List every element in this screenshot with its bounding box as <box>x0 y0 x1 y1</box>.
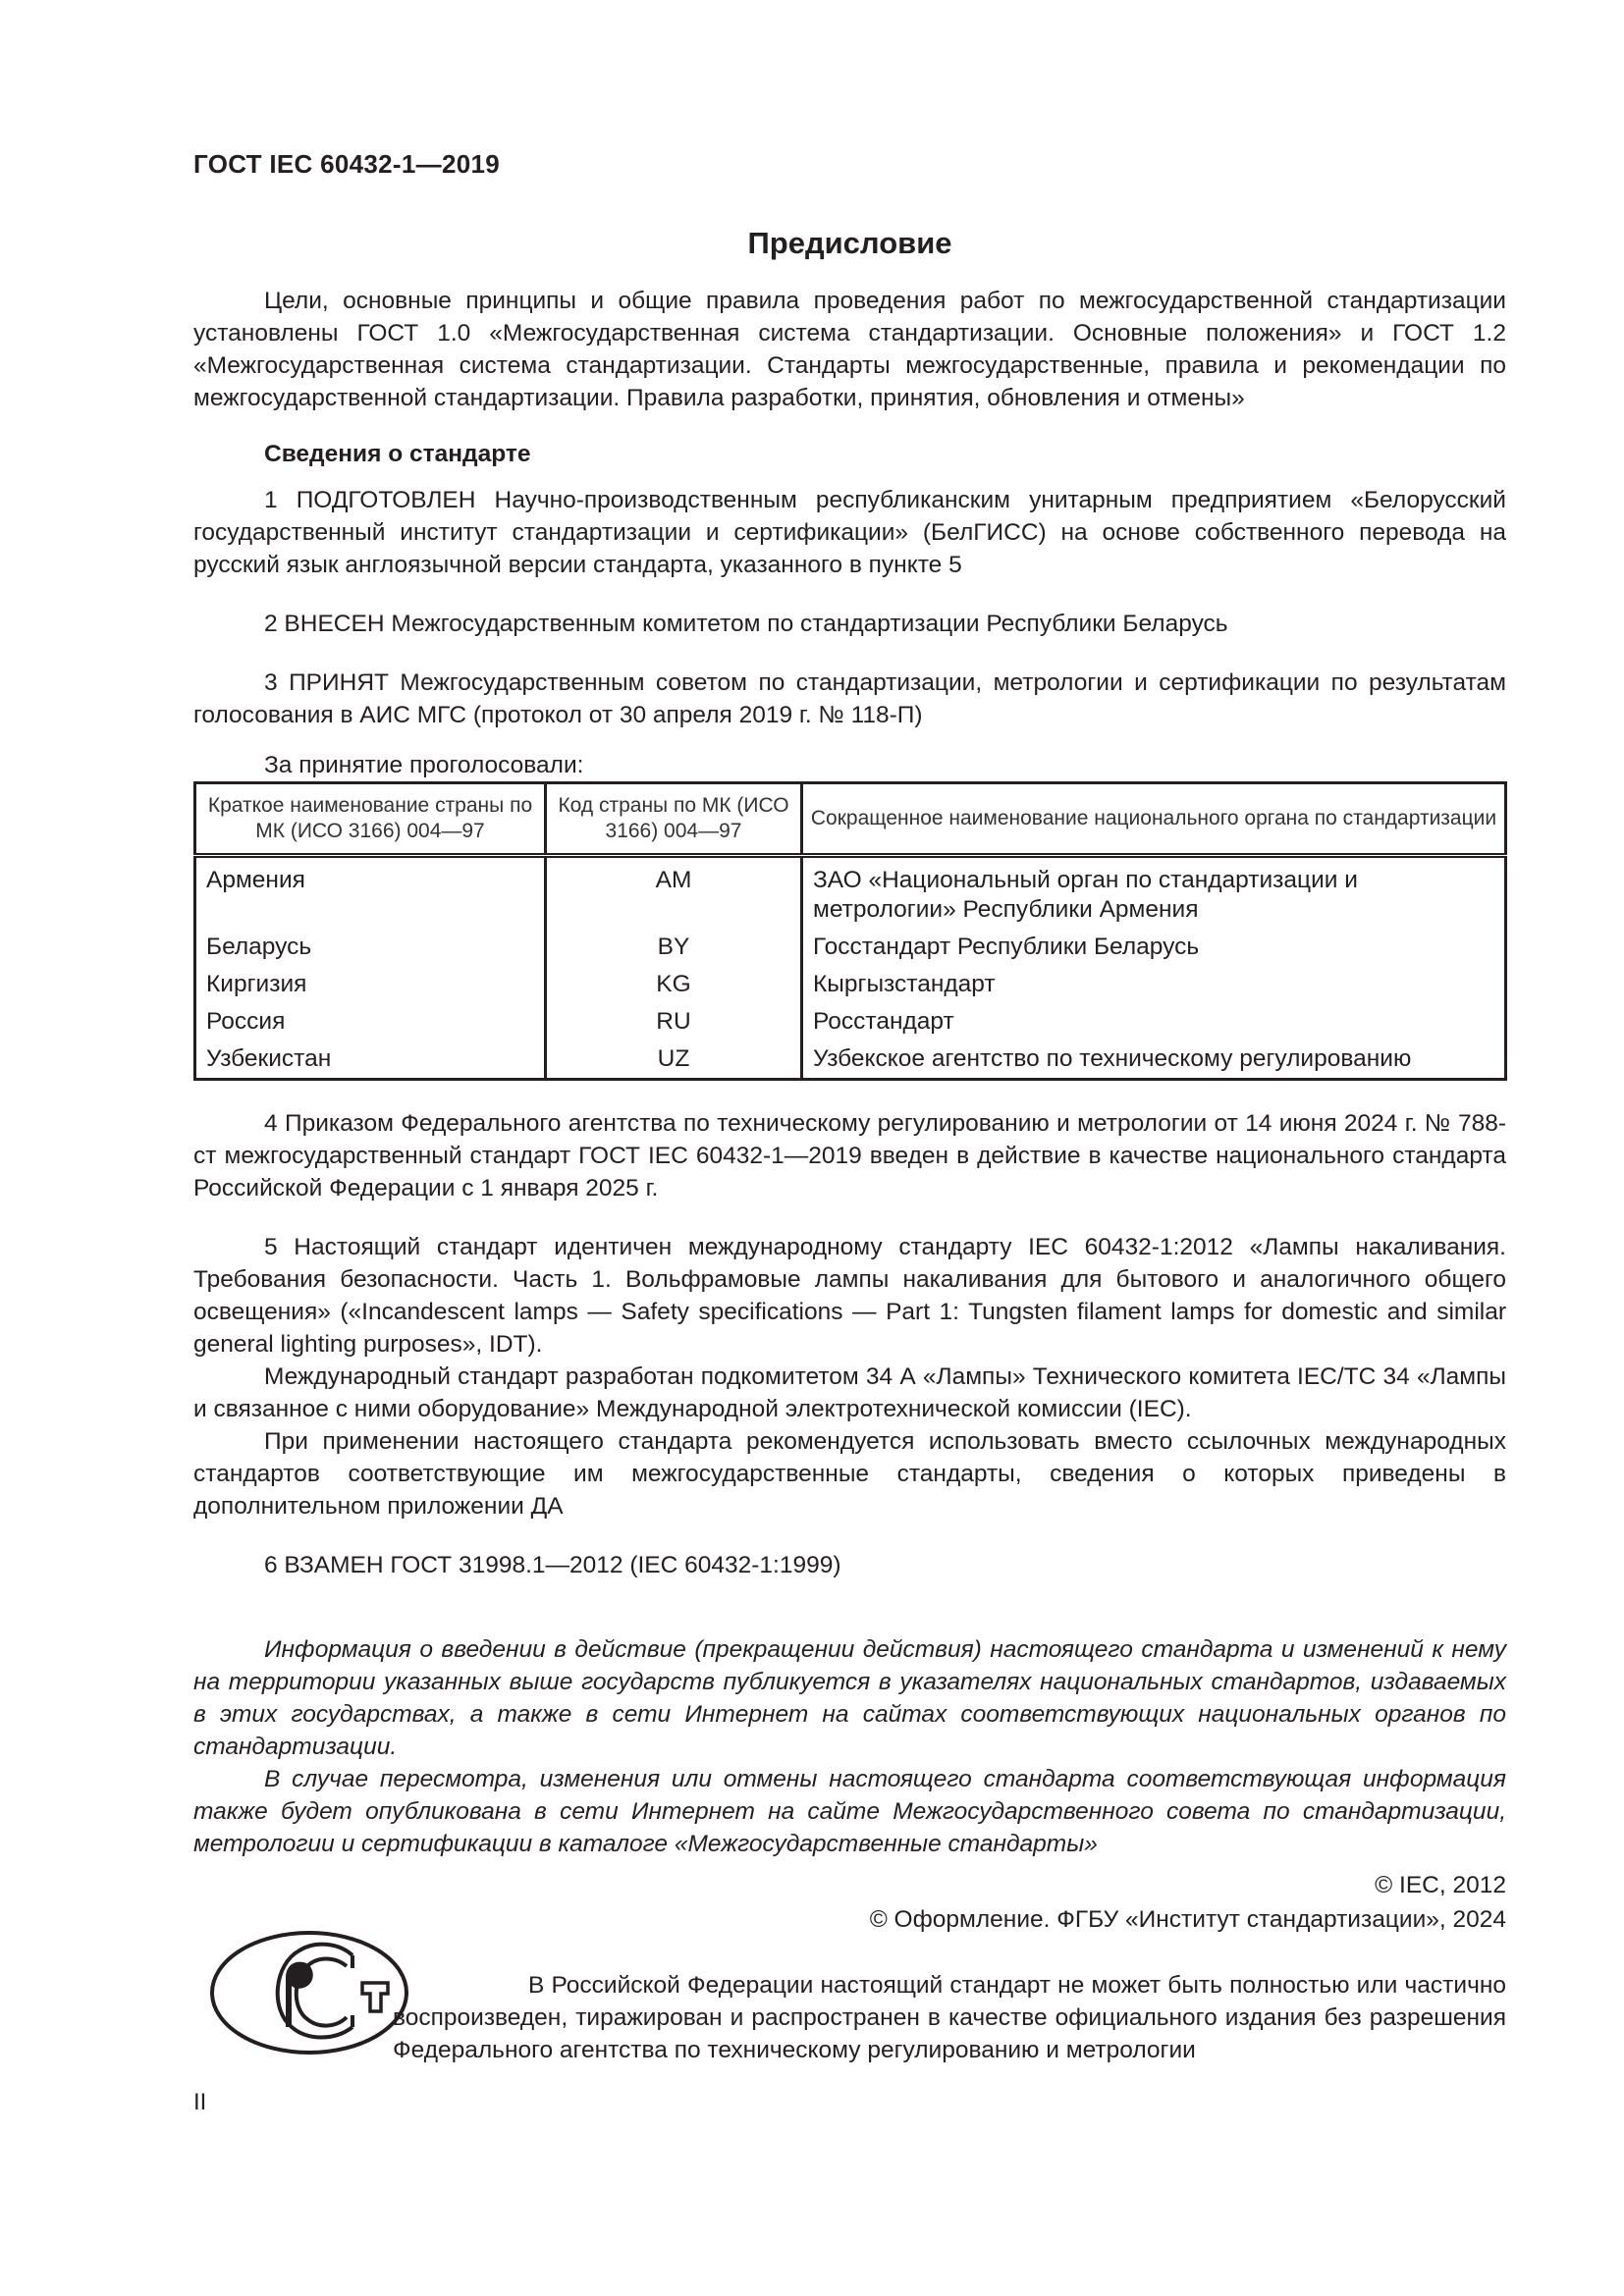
cell-body: Узбекское агентство по техническому регулированию <box>802 1041 1506 1080</box>
column-header-country: Краткое наименование страны по МК (ИСО 3166) 004—97 <box>195 783 546 856</box>
cell-code: AM <box>546 856 802 930</box>
page-number: II <box>193 2089 207 2115</box>
info-notice-section <box>193 1633 1506 1860</box>
page-title: Предисловие <box>747 226 952 260</box>
item-6-replaces: 6 ВЗАМЕН ГОСТ 31998.1—2012 (IEC 60432-1:1999) <box>264 1552 841 1578</box>
item-3-adopted: 3 ПРИНЯТ Межгосударственным советом по стандартизации, метрологии и сертификации по результатам голосования в АИС МГС (протокол от 30 апреля 2019 г. № 118-П) <box>193 669 1506 728</box>
item-5-references: При применении настоящего стандарта рекомендуется использовать вместо ссылочных международных стандартов соответствующие им межгосударственные стандарты, сведения о которых приведены в дополнительном приложении ДА <box>193 1428 1506 1520</box>
cell-body: Госстандарт Республики Беларусь <box>802 929 1506 966</box>
column-header-code: Код страны по МК (ИСО 3166) 004—97 <box>546 783 802 856</box>
item-5-identical: 5 Настоящий стандарт идентичен международному стандарту IEC 60432-1:2012 «Лампы накаливания. Требования безопасности. Часть 1. Вольфрамовые лампы накаливания для бытового и аналогичного общего освещения» («Incandescent lamps — Safety specifications — Part 1: Tungsten filament lamps for domestic and similar general lighting purposes», IDT). <box>193 1234 1506 1358</box>
reproduction-notice-text: В Российской Федерации настоящий стандарт не может быть полностью или частично воспроизведен, тиражирован и распространен в качестве официального издания без разрешения Федерального агентства по техническому регулированию и метрологии <box>393 1972 1506 2063</box>
table-row <box>195 1041 1506 1080</box>
table-header-row <box>195 783 1506 856</box>
table-row <box>195 929 1506 966</box>
items-4-6-section <box>193 1107 1506 1581</box>
table-row <box>195 1003 1506 1041</box>
column-header-body: Сокращенное наименование национального органа по стандартизации <box>802 783 1506 856</box>
document-header: ГОСТ IEC 60432-1—2019 <box>193 149 500 179</box>
intro-section <box>193 285 1506 414</box>
cell-code: RU <box>546 1003 802 1041</box>
table-row <box>195 966 1506 1003</box>
cell-code: BY <box>546 929 802 966</box>
vote-table <box>193 781 1507 1081</box>
gost-r-logo-icon <box>209 1929 410 2056</box>
section-heading: Сведения о стандарте <box>264 441 531 467</box>
copyright-design: © Оформление. ФГБУ «Институт стандартизации», 2024 <box>869 1906 1506 1933</box>
item-2-introduced: 2 ВНЕСЕН Межгосударственным комитетом по стандартизации Республики Беларусь <box>264 611 1228 637</box>
cell-code: UZ <box>546 1041 802 1080</box>
standard-info-section <box>193 438 1506 781</box>
reproduction-notice <box>393 1969 1506 2066</box>
cell-country: Узбекистан <box>206 1045 332 1072</box>
item-4-enacted: 4 Приказом Федерального агентства по техническому регулированию и метрологии от 14 июня 2024 г. № 788-ст межгосударственный стандарт ГОСТ IEC 60432-1—2019 введен в действие в качестве национального стандарта Российской Федерации с 1 января 2025 г. <box>193 1110 1506 1201</box>
item-1-prepared: 1 ПОДГОТОВЛЕН Научно-производственным республиканским унитарным предприятием «Белорусский государственный институт стандартизации и сертификации» (БелГИСС) на основе собственного перевода на русский язык англоязычной версии стандарта, указанного в пункте 5 <box>193 487 1506 578</box>
info-notice-paragraph-2: В случае пересмотра, изменения или отмены настоящего стандарта соответствующая информация также будет опубликована в сети Интернет на сайте Межгосударственного совета по стандартизации, метрологии и сертификации в каталоге «Межгосударственные стандарты» <box>193 1766 1506 1857</box>
cell-country: Россия <box>206 1008 286 1035</box>
cell-country: Армения <box>206 867 305 893</box>
item-5-developer: Международный стандарт разработан подкомитетом 34 А «Лампы» Технического комитета IEC/TC 34 «Лампы и связанное с ними оборудование» Международной электротехнической комиссии (IEC). <box>193 1363 1506 1422</box>
cell-country: Беларусь <box>206 934 312 960</box>
intro-paragraph: Цели, основные принципы и общие правила проведения работ по межгосударственной стандартизации установлены ГОСТ 1.0 «Межгосударственная система стандартизации. Основные положения» и ГОСТ 1.2 «Межгосударственная система стандартизации. Стандарты межгосударственные, правила и рекомендации по межгосударственной стандартизации. Правила разработки, принятия, обновления и отмены» <box>193 288 1506 411</box>
cell-code: KG <box>546 966 802 1003</box>
copyright-iec: © IEC, 2012 <box>1375 1872 1506 1898</box>
cell-body: Кыргызстандарт <box>802 966 1506 1003</box>
info-notice-paragraph-1: Информация о введении в действие (прекращении действия) настоящего стандарта и изменений к нему на территории указанных выше государств публикуется в указателях национальных стандартов, издаваемых в этих государствах, а также в сети Интернет на сайтах соответствующих национальных органов по стандартизации. <box>193 1636 1506 1760</box>
cell-country: Киргизия <box>206 971 307 997</box>
cell-body: Росстандарт <box>802 1003 1506 1041</box>
copyright-section <box>193 1869 1506 1936</box>
table-row <box>195 856 1506 930</box>
cell-body: ЗАО «Национальный орган по стандартизации и метрологии» Республики Армения <box>802 856 1506 930</box>
vote-caption: За принятие проголосовали: <box>264 752 584 778</box>
